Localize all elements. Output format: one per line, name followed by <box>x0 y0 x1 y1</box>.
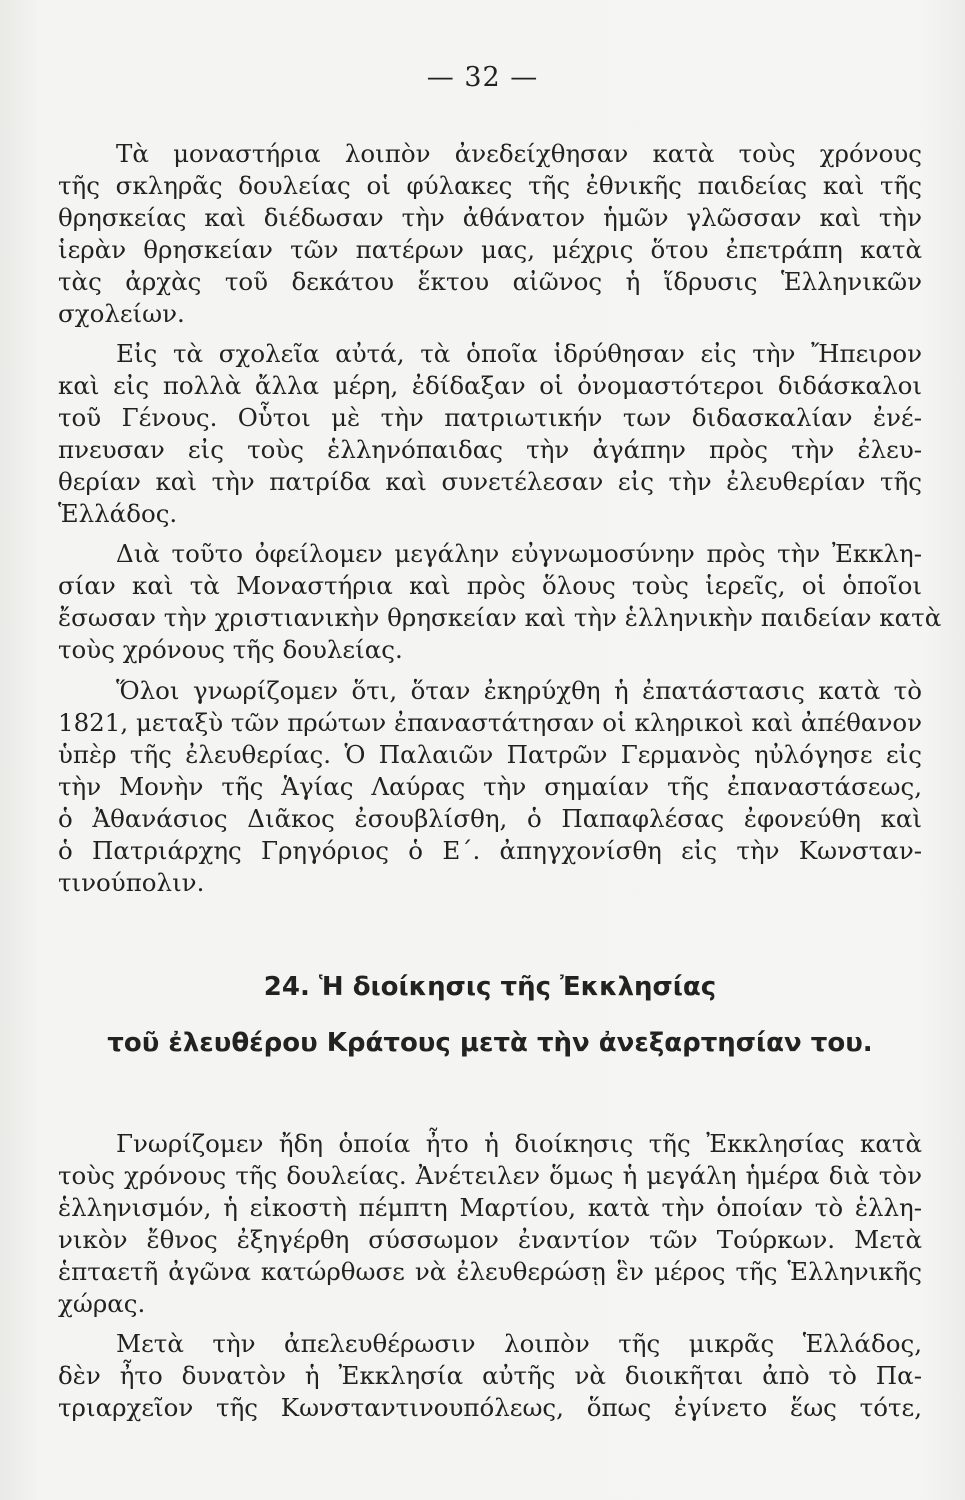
paragraph-5 <box>58 1128 922 1320</box>
text-line: καὶ εἰς πολλὰ ἄλλα μέρη, ἐδίδαξαν οἱ ὀνομαστότεροι διδάσκαλοι <box>58 371 922 400</box>
text-line: σίαν καὶ τὰ Μοναστήρια καὶ πρὸς ὅλους τοὺς ἱερεῖς, οἱ ὁποῖοι <box>58 571 922 600</box>
text-line: Μετὰ τὴν ἀπελευθέρωσιν λοιπὸν τῆς μικρᾶς Ἑλλάδος, <box>116 1329 922 1358</box>
section-title-line-2: τοῦ ἐλευθέρου Κράτους μετὰ τὴν ἀνεξαρτησίαν του. <box>107 1028 873 1058</box>
text-line: τὴν Μονὴν τῆς Ἁγίας Λαύρας τὴν σημαίαν τῆς ἐπαναστάσεως, <box>58 772 922 801</box>
paragraph-2 <box>58 338 922 530</box>
text-line: σχολείων. <box>58 299 185 328</box>
text-line: Εἰς τὰ σχολεῖα αὐτά, τὰ ὁποῖα ἱδρύθησαν εἰς τὴν Ἤπειρον <box>116 339 922 368</box>
text-line: Ἑλλάδος. <box>58 499 178 528</box>
text-line: θρησκείας καὶ διέδωσαν τὴν ἀθάνατον ἡμῶν γλῶσσαν καὶ τὴν <box>58 203 922 232</box>
text-line: ὁ Πατριάρχης Γρηγόριος ὁ Ε΄. ἀπηγχονίσθη εἰς τὴν Κωνσταν- <box>58 836 922 865</box>
text-line: τινούπολιν. <box>58 868 205 897</box>
text-line: ἑλληνισμόν, ἡ εἰκοστὴ πέμπτη Μαρτίου, κατὰ τὴν ὁποίαν τὸ ἑλλη- <box>58 1193 922 1222</box>
paragraph-6 <box>58 1328 922 1424</box>
paragraph-1 <box>58 138 922 330</box>
text-line: χώρας. <box>58 1289 146 1318</box>
text-line: θερίαν καὶ τὴν πατρίδα καὶ συνετέλεσαν εἰς τὴν ἐλευθερίαν τῆς <box>58 467 922 496</box>
text-line: νικὸν ἔθνος ἐξηγέρθη σύσσωμον ἐναντίον τῶν Τούρκων. Μετὰ <box>58 1225 922 1254</box>
text-line: Διὰ τοῦτο ὀφείλομεν μεγάλην εὐγνωμοσύνην πρὸς τὴν Ἐκκλη- <box>116 539 922 568</box>
text-line: τῆς σκληρᾶς δουλείας οἱ φύλακες τῆς ἐθνικῆς παιδείας καὶ τῆς <box>58 171 922 200</box>
text-line: Γνωρίζομεν ἤδη ὁποία ἦτο ἡ διοίκησις τῆς Ἐκκλησίας κατὰ <box>116 1129 922 1158</box>
section-heading-line-1 <box>58 970 922 1004</box>
text-line: ἑπταετῆ ἀγῶνα κατώρθωσε νὰ ἐλευθερώσῃ ἓν μέρος τῆς Ἑλληνικῆς <box>58 1257 922 1286</box>
text-line: τοὺς χρόνους τῆς δουλείας. <box>58 635 403 664</box>
text-line: ἱερὰν θρησκείαν τῶν πατέρων μας, μέχρις ὅτου ἐπετράπη κατὰ <box>58 235 922 264</box>
text-line: πνευσαν εἰς τοὺς ἑλληνόπαιδας τὴν ἀγάπην πρὸς τὴν ἐλευ- <box>58 435 922 464</box>
text-line: ὑπὲρ τῆς ἐλευθερίας. Ὁ Παλαιῶν Πατρῶν Γερμανὸς ηὐλόγησε εἰς <box>58 740 922 769</box>
text-line: ὁ Ἀθανάσιος Διᾶκος ἐσουβλίσθη, ὁ Παπαφλέσας ἐφονεύθη καὶ <box>58 804 922 833</box>
paragraph-4 <box>58 675 922 899</box>
text-line: 1821, μεταξὺ τῶν πρώτων ἐπαναστάτησαν οἱ κληρικοὶ καὶ ἀπέθανον <box>58 708 922 737</box>
text-line: ἔσωσαν τὴν χριστιανικὴν θρησκείαν καὶ τὴν ἑλληνικὴν παιδείαν κατὰ <box>58 603 942 632</box>
section-heading <box>58 970 922 1060</box>
text-line: τοὺς χρόνους τῆς δουλείας. Ἀνέτειλεν ὅμως ἡ μεγάλη ἡμέρα διὰ τὸν <box>58 1161 922 1190</box>
text-line: τὰς ἀρχὰς τοῦ δεκάτου ἕκτου αἰῶνος ἡ ἵδρυσις Ἑλληνικῶν <box>58 267 922 296</box>
text-line: τοῦ Γένους. Οὗτοι μὲ τὴν πατριωτικήν των διδασκαλίαν ἐνέ- <box>58 403 922 432</box>
page-number: — 32 — <box>426 62 539 93</box>
paragraph-3 <box>58 538 942 666</box>
text-line: τριαρχεῖον τῆς Κωνσταντινουπόλεως, ὅπως ἐγίνετο ἕως τότε, <box>58 1393 922 1422</box>
text-line: Τὰ μοναστήρια λοιπὸν ἀνεδείχθησαν κατὰ τοὺς χρόνους <box>116 139 922 168</box>
text-line: δὲν ἦτο δυνατὸν ἡ Ἐκκλησία αὐτῆς νὰ διοικῆται ἀπὸ τὸ Πα- <box>58 1361 922 1390</box>
section-number: 24. <box>263 972 310 1002</box>
section-title-line-1: Ἡ διοίκησις τῆς Ἐκκλησίας <box>318 972 717 1002</box>
text-line: Ὅλοι γνωρίζομεν ὅτι, ὅταν ἐκηρύχθη ἡ ἐπατάστασις κατὰ τὸ <box>116 676 922 705</box>
